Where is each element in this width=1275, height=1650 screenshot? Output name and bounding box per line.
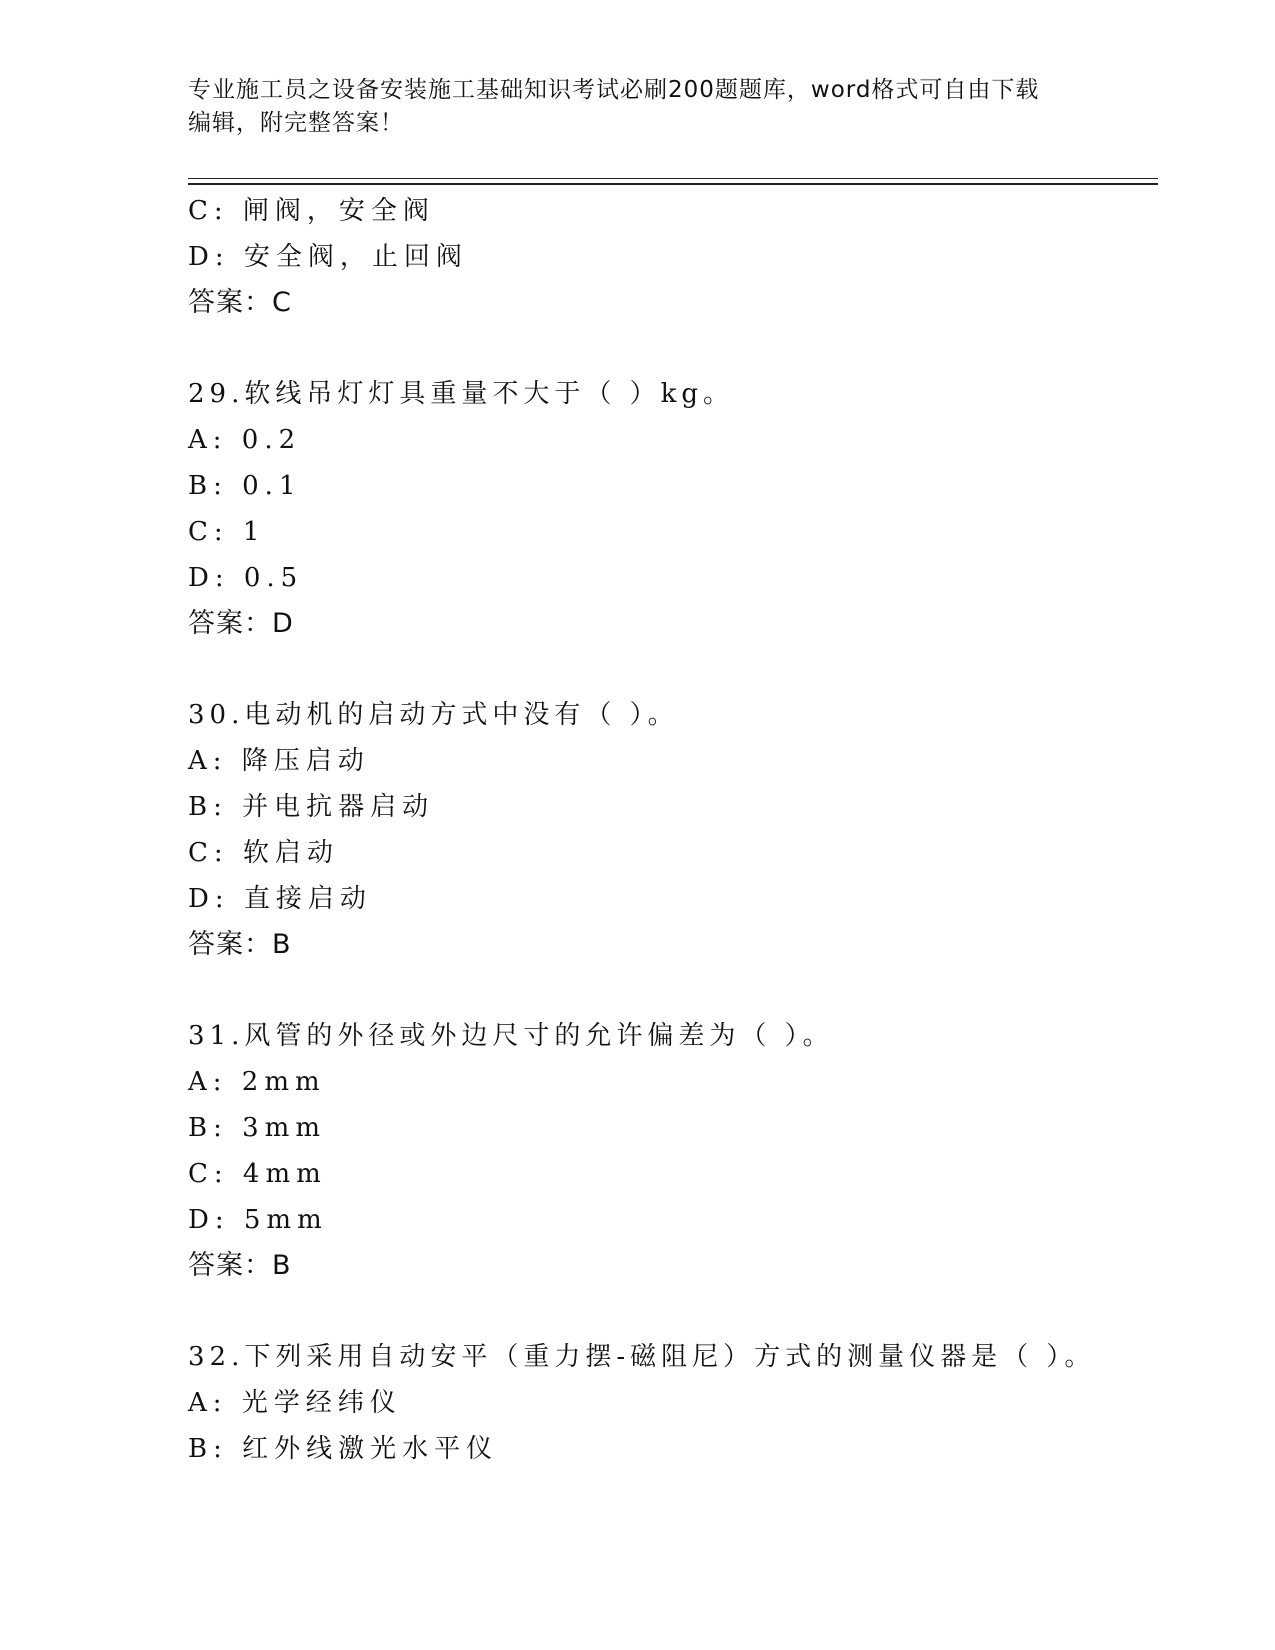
option-b: B: 红外线激光水平仪 [188,1434,499,1464]
option-d: D: 0.5 [188,563,304,593]
option-b: B: 并电抗器启动 [188,792,435,822]
answer-line: 答案：C [188,287,292,318]
option-c: C: 4mm [188,1159,327,1189]
question-block-29 [188,371,1158,647]
spacer [188,326,1158,371]
option-c: C: 1 [188,517,266,547]
header-title-line-1: 专业施工员之设备安装施工基础知识考试必刷200题题库，word格式可自由下载 [188,77,1040,103]
option-a: A: 光学经纬仪 [188,1388,402,1418]
question-block-30 [188,692,1158,968]
option-c: C: 软启动 [188,838,339,868]
spacer [188,647,1158,692]
option-a: A: 0.2 [188,425,302,455]
option-b: B: 0.1 [188,471,302,501]
header-rule-thin [188,178,1158,179]
option-c: C: 闸阀，安全阀 [188,196,435,226]
answer-line: 答案：B [188,929,292,960]
answer-line: 答案：B [188,1250,292,1281]
question-text: 30.电动机的启动方式中没有（ ）。 [188,700,679,730]
question-block-28 [188,188,1158,326]
option-b: B: 3mm [188,1113,326,1143]
question-text: 29.软线吊灯灯具重量不大于（ ）kg。 [188,379,735,409]
option-d: D: 安全阀，止回阀 [188,242,468,272]
option-d: D: 直接启动 [188,884,372,914]
page-header [188,74,1088,140]
spacer [188,1289,1158,1334]
spacer [188,968,1158,1013]
question-block-32 [188,1334,1158,1472]
option-d: D: 5mm [188,1205,328,1235]
option-a: A: 2mm [188,1067,326,1097]
header-rule-thick [188,183,1158,185]
question-list [188,188,1158,1472]
question-text: 31.风管的外径或外边尺寸的允许偏差为（ ）。 [188,1021,834,1051]
question-text: 32.下列采用自动安平（重力摆-磁阻尼）方式的测量仪器是（ ）。 [188,1342,1096,1372]
option-a: A: 降压启动 [188,746,370,776]
header-title-line-2: 编辑，附完整答案！ [188,110,404,136]
answer-line: 答案：D [188,608,294,639]
question-block-31 [188,1013,1158,1289]
